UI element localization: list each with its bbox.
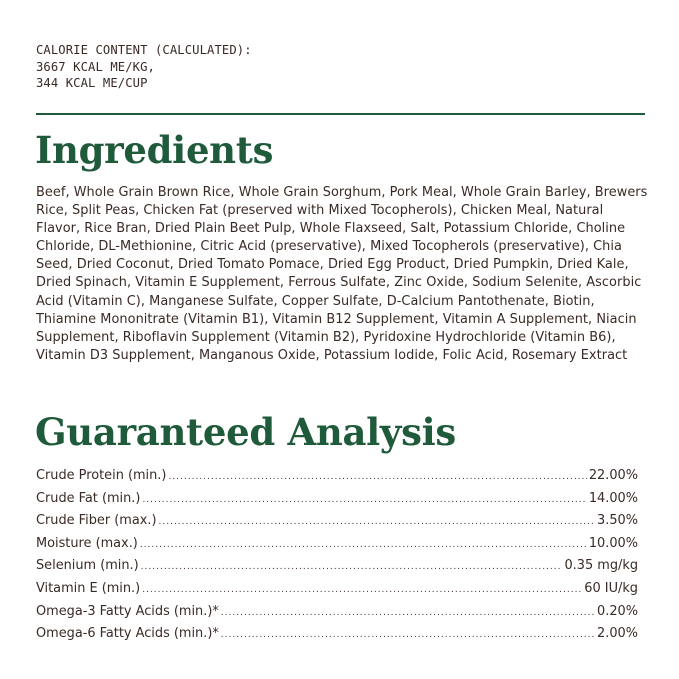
analysis-label: Selenium (min.) [36, 558, 139, 574]
analysis-label: Vitamin E (min.) [36, 580, 141, 596]
analysis-label: Moisture (max.) [36, 535, 138, 551]
guaranteed-analysis-title: Guaranteed Analysis [35, 410, 456, 454]
analysis-label: Crude Fiber (max.) [36, 513, 157, 529]
analysis-value: 10.00% [588, 535, 638, 551]
analysis-row-crude-fat [36, 488, 638, 511]
analysis-label: Omega-3 Fatty Acids (min.)* [36, 603, 219, 619]
calorie-per-cup: 344 KCAL ME/CUP [36, 76, 148, 90]
ingredients-title: Ingredients [35, 128, 274, 172]
analysis-value: 22.00% [588, 468, 638, 483]
dot-leader [141, 556, 563, 578]
analysis-row-crude-fiber [36, 510, 638, 533]
analysis-label: Crude Protein (min.) [36, 468, 167, 483]
analysis-label: Crude Fat (min.) [36, 490, 141, 506]
guaranteed-analysis-table [36, 465, 638, 646]
analysis-row-omega-6 [36, 623, 638, 646]
dot-leader [168, 466, 586, 488]
calorie-heading: CALORIE CONTENT (CALCULATED): [36, 43, 252, 57]
analysis-value: 2.00% [597, 626, 638, 642]
analysis-value: 3.50% [597, 513, 638, 529]
analysis-value: 60 IU/kg [584, 580, 638, 596]
dot-leader [140, 534, 587, 556]
analysis-row-moisture [36, 533, 638, 556]
analysis-value: 14.00% [588, 490, 638, 506]
analysis-value: 0.20% [597, 603, 638, 619]
analysis-row-selenium [36, 555, 638, 578]
dot-leader [221, 602, 595, 624]
ingredients-list: Beef, Whole Grain Brown Rice, Whole Grain Sorghum, Pork Meal, Whole Grain Barley, Brewers Rice, Split Peas, Chicken Fat (preserved with Mixed Tocopherols), Chicken Meal, Natural Flavor, Rice Bran, Dried Plain Beet Pulp, Whole Flaxseed, Salt, Potassium Chloride, Choline Chloride, DL-Methionine, Citric Acid (preservative), Mixed Tocopherols (preservative), Chia Seed, Dried Coconut, Dried Tomato Pomace, Dried Egg Product, Dried Pumpkin, Dried Kale, Dried Spinach, Vitamin E Supplement, Ferrous Sulfate, Zinc Oxide, Sodium Selenite, Ascorbic Acid (Vitamin C), Manganese Sulfate, Copper Sulfate, D-Calcium Pantothenate, Biotin, Thiamine Mononitrate (Vitamin B1), Vitamin B12 Supplement, Vitamin A Supplement, Niacin Supplement, Riboflavin Supplement (Vitamin B2), Pyridoxine Hydrochloride (Vitamin B6), Vitamin D3 Supplement, Manganous Oxide, Potassium Iodide, Folic Acid, Rosemary Extract [36, 185, 648, 363]
analysis-row-omega-3 [36, 601, 638, 624]
analysis-value: 0.35 mg/kg [564, 558, 638, 574]
dot-leader [142, 579, 582, 601]
calorie-content [36, 42, 252, 92]
analysis-label: Omega-6 Fatty Acids (min.)* [36, 626, 219, 642]
dot-leader [142, 489, 586, 511]
dot-leader [221, 624, 595, 646]
dot-leader [159, 511, 596, 533]
calorie-per-kg: 3667 KCAL ME/KG, [36, 59, 155, 74]
section-divider [36, 113, 645, 115]
analysis-row-crude-protein [36, 465, 638, 488]
analysis-row-vitamin-e [36, 578, 638, 601]
